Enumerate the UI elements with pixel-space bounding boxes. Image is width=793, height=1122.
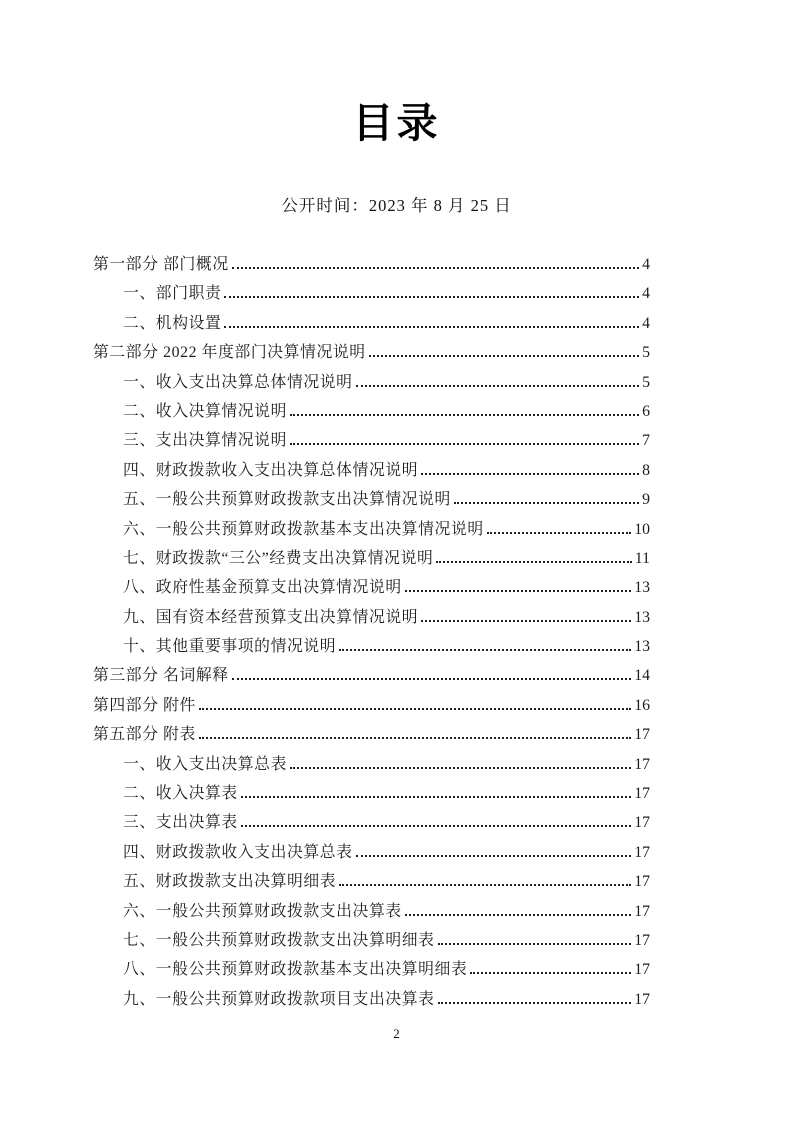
toc-entry [93,310,650,339]
toc-entry [93,486,650,515]
toc-entry [93,369,650,398]
toc-entry [93,339,650,368]
toc-entry [93,721,650,750]
toc-entry-page: 11 [634,549,650,567]
dot-leader [421,473,639,475]
toc-entry-page: 5 [642,344,650,362]
table-of-contents [93,251,650,1015]
toc-entry-page: 17 [634,814,650,832]
toc-entry-label: 二、收入决算情况说明 [123,402,287,420]
toc-entry-page: 13 [634,579,650,597]
toc-entry-label: 二、收入决算表 [123,785,238,803]
toc-entry-label: 第三部分 名词解释 [93,667,229,685]
toc-entry-page: 9 [642,491,650,509]
toc-entry-label: 第五部分 附表 [93,726,196,744]
toc-entry-label: 三、支出决算情况说明 [123,432,287,450]
toc-entry [93,839,650,868]
page-title: 目录 [352,100,441,146]
dot-leader [241,825,631,827]
toc-entry-page: 6 [642,402,650,420]
toc-entry-page: 7 [642,432,650,450]
dot-leader [290,443,639,445]
toc-entry [93,516,650,545]
toc-entry-page: 17 [634,726,650,744]
dot-leader [199,708,631,710]
toc-entry-label: 十、其他重要事项的情况说明 [123,638,337,656]
toc-entry-label: 三、支出决算表 [123,814,238,832]
toc-entry-page: 17 [634,785,650,803]
dot-leader [405,590,631,592]
toc-entry-label: 八、一般公共预算财政拨款基本支出决算明细表 [123,961,468,979]
toc-entry-label: 七、一般公共预算财政拨款支出决算明细表 [123,931,435,949]
toc-entry-page: 4 [642,285,650,303]
toc-entry-page: 16 [634,696,650,714]
dot-leader [487,532,631,534]
dot-leader [470,972,631,974]
dot-leader [421,620,631,622]
toc-entry-page: 5 [642,373,650,391]
dot-leader [436,561,631,563]
toc-entry [93,809,650,838]
toc-entry-page: 17 [634,873,650,891]
dot-leader [454,502,639,504]
toc-entry [93,545,650,574]
toc-entry-label: 二、机构设置 [123,314,222,332]
toc-entry [93,662,650,691]
toc-entry-page: 17 [634,990,650,1008]
toc-entry [93,574,650,603]
dot-leader [232,678,631,680]
toc-entry [93,692,650,721]
toc-entry-label: 第四部分 附件 [93,696,196,714]
toc-entry [93,280,650,309]
toc-entry [93,780,650,809]
toc-entry-label: 第二部分 2022 年度部门决算情况说明 [93,344,366,362]
toc-entry [93,986,650,1015]
dot-leader [405,914,631,916]
toc-entry-page: 13 [634,638,650,656]
toc-entry-label: 四、财政拨款收入支出决算总体情况说明 [123,461,419,479]
toc-entry-page: 4 [642,256,650,273]
toc-entry-label: 九、国有资本经营预算支出决算情况说明 [123,608,419,626]
dot-leader [339,649,631,651]
toc-entry-page: 17 [634,843,650,861]
dot-leader [339,884,631,886]
toc-entry-label: 六、一般公共预算财政拨款基本支出决算情况说明 [123,520,484,538]
dot-leader [241,796,631,798]
toc-entry [93,927,650,956]
footer-page-number: 2 [393,1026,400,1041]
dot-leader [369,355,639,357]
toc-entry-page: 10 [634,520,650,538]
toc-entry [93,251,650,280]
dot-leader [356,855,632,857]
dot-leader [438,1002,632,1004]
toc-entry-page: 17 [634,961,650,979]
dot-leader [232,267,639,269]
toc-entry-label: 一、收入支出决算总体情况说明 [123,373,353,391]
toc-entry-label: 第一部分 部门概况 [93,256,229,273]
toc-entry [93,457,650,486]
toc-entry-page: 13 [634,608,650,626]
toc-entry-page: 14 [634,667,650,685]
toc-entry-label: 五、一般公共预算财政拨款支出决算情况说明 [123,491,451,509]
toc-entry [93,427,650,456]
toc-entry-page: 8 [642,461,650,479]
toc-entry-page: 4 [642,314,650,332]
toc-entry-label: 六、一般公共预算财政拨款支出决算表 [123,902,402,920]
dot-leader [356,385,640,387]
toc-entry [93,604,650,633]
toc-entry [93,868,650,897]
toc-entry [93,751,650,780]
dot-leader [290,414,639,416]
toc-entry-label: 七、财政拨款“三公”经费支出决算情况说明 [123,549,434,567]
toc-entry-page: 17 [634,931,650,949]
dot-leader [224,296,639,298]
toc-entry-label: 九、一般公共预算财政拨款项目支出决算表 [123,990,435,1008]
dot-leader [290,767,631,769]
publish-date: 公开时间：2023 年 8 月 25 日 [281,196,512,215]
toc-entry-label: 四、财政拨款收入支出决算总表 [123,843,353,861]
toc-entry [93,633,650,662]
toc-entry-page: 17 [634,902,650,920]
dot-leader [224,326,639,328]
dot-leader [438,943,632,945]
toc-entry-label: 一、部门职责 [123,285,222,303]
toc-entry-label: 一、收入支出决算总表 [123,755,287,773]
dot-leader [199,737,631,739]
toc-entry [93,398,650,427]
toc-entry [93,956,650,985]
toc-entry [93,898,650,927]
toc-entry-label: 八、政府性基金预算支出决算情况说明 [123,579,402,597]
toc-entry-label: 五、财政拨款支出决算明细表 [123,873,337,891]
toc-entry-page: 17 [634,755,650,773]
